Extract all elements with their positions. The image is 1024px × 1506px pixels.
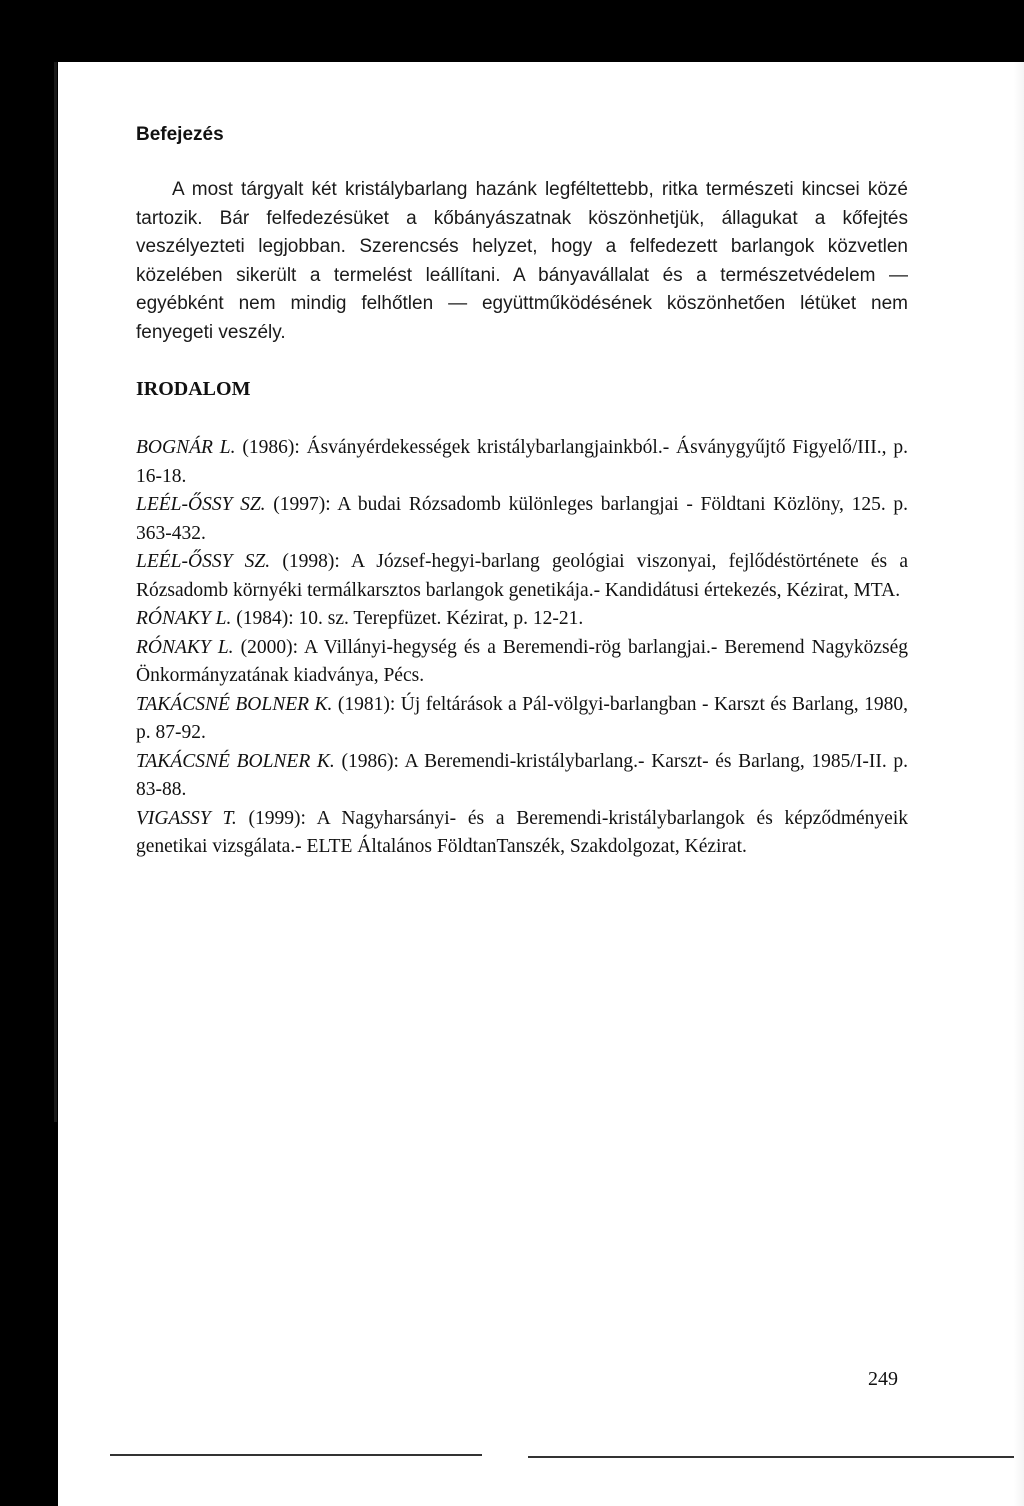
conclusion-text: A most tárgyalt két kristálybarlang hazánk legféltettebb, ritka természeti kincsei közé tartozik. Bár felfedezésüket a kőbányászatnak köszönhetjük, állagukat a kőfejtés veszélyezteti legjobban. Szerencsés helyzet, hogy a felfedezett barlangok közvetlen közelében sikerült a termelést leállítani. A bányavállalat és a természetvédelem — egyébként nem mindig felhőtlen — együttműködésének köszönhetően létüket nem fenyegeti veszély.: [136, 179, 908, 343]
reference-author: TAKÁCSNÉ BOLNER K.: [136, 693, 333, 715]
reference-author: RÓNAKY L.: [136, 636, 234, 658]
conclusion-paragraph: [136, 176, 908, 347]
reference-item: [136, 634, 908, 691]
reference-author: LEÉL-ŐSSY SZ.: [136, 551, 271, 572]
reference-details: (1986): Ásványérdekességek kristálybarlangjainkból.- Ásványgyűjtő Figyelő/III., p. 16-18.: [136, 437, 909, 487]
reference-details: (1986): A Beremendi-kristálybarlang.- Karszt- és Barlang, 1985/I-II. p. 83-88.: [136, 750, 908, 800]
reference-details: (2000): A Villányi-hegység és a Beremendi-rög barlangjai.- Beremend Nagyközség Önkormányzatának kiadványa, Pécs.: [136, 636, 908, 686]
reference-author: TAKÁCSNÉ BOLNER K.: [136, 750, 335, 772]
reference-details: (1981): Új feltárások a Pál-völgyi-barlangban - Karszt és Barlang, 1980, p. 87-92.: [136, 693, 908, 743]
reference-item: [136, 805, 908, 862]
references-heading: IRODALOM: [136, 378, 251, 400]
reference-list: [136, 434, 908, 862]
reference-item: [136, 748, 908, 805]
reference-item: [136, 548, 908, 605]
page-number: 249: [868, 1368, 898, 1390]
scan-left-border: [54, 62, 57, 1122]
conclusion-heading: Befejezés: [136, 124, 224, 145]
reference-item: [136, 605, 908, 634]
reference-author: VIGASSY T.: [136, 807, 237, 829]
page-edge-shadow: [1014, 62, 1024, 1506]
reference-details: (1998): A József-hegyi-barlang geológiai viszonyai, fejlődéstörténete és a Rózsadomb környéki termálkarsztos barlangok genetikája.- Kandidátusi értekezés, Kézirat, MTA.: [136, 551, 909, 601]
reference-item: [136, 434, 908, 491]
reference-item: [136, 491, 908, 548]
reference-author: BOGNÁR L.: [136, 437, 236, 458]
reference-details: (1997): A budai Rózsadomb különleges barlangjai - Földtani Közlöny, 125. p. 363-432.: [136, 494, 908, 544]
reference-details: (1984): 10. sz. Terepfüzet. Kézirat, p. 12-21.: [231, 608, 584, 629]
reference-item: [136, 691, 908, 748]
footer-rule-left: [110, 1454, 482, 1456]
document-page: [58, 62, 1024, 1506]
reference-details: (1999): A Nagyharsányi- és a Beremendi-kristálybarlangok és képződményeik genetikai vizsgálata.- ELTE Általános FöldtanTanszék, Szakdolgozat, Kézirat.: [136, 807, 908, 857]
reference-author: RÓNAKY L.: [136, 608, 232, 629]
reference-author: LEÉL-ŐSSY SZ.: [136, 494, 266, 515]
footer-rule-right: [528, 1456, 1024, 1458]
